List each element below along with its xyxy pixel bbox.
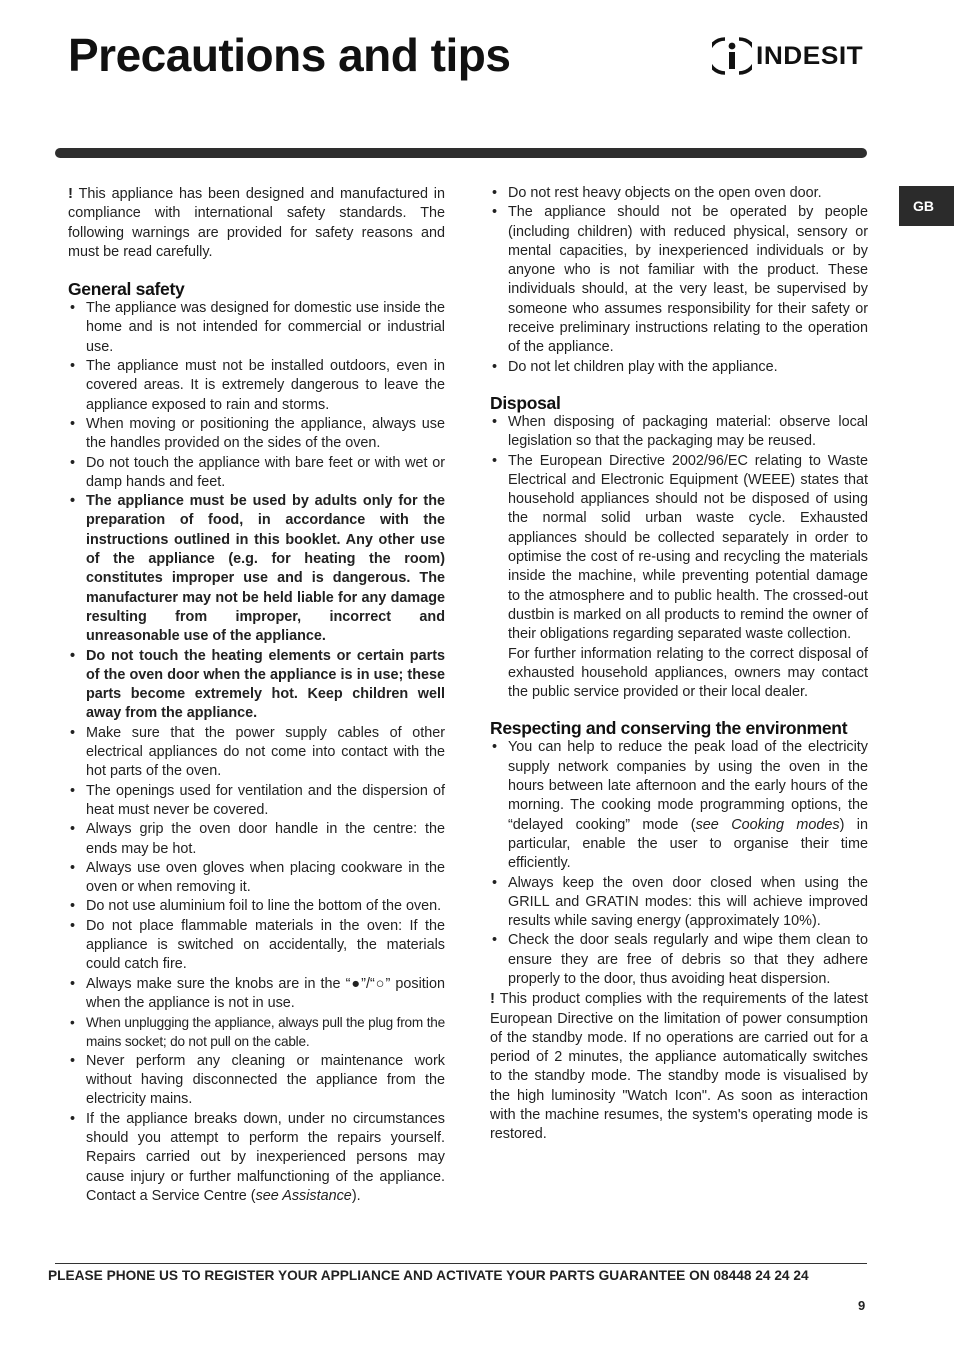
- list-item: • Do not place flammable materials in the oven: If the appliance is switched on accidentally, the materials could catch fire.: [68, 917, 445, 975]
- list-item: • Never perform any cleaning or maintenance work without having disconnected the appliance from the electricity mains.: [68, 1052, 445, 1110]
- list-item: • The openings used for ventilation and the dispersion of heat must never be covered.: [68, 782, 445, 821]
- env-text: You can help to reduce the peak load of the electricity supply network companies by using the oven in the hours between late afternoon and the early hours of the morning. The cooking mode programming options, the “delayed cooking” mode (: [508, 739, 868, 833]
- list-item: • The appliance should not be operated by people (including children) with reduced physical, sensory or mental capacities, by inexperienced individuals or by anyone who is not familiar with the product. These individuals should, at the very least, be supervised by someone who assumes responsibility for their safety or receive preliminary instructions relating to the operation of the appliance.: [490, 203, 868, 357]
- list-item: • Always keep the oven door closed when using the GRILL and GRATIN modes: this will achieve improved results while saving energy (approximately 10%).: [490, 874, 868, 932]
- general-safety-heading: General safety: [68, 279, 185, 300]
- general-safety-list: [68, 299, 445, 1206]
- cooking-modes-reference: see Cooking modes: [695, 816, 840, 833]
- list-item: • The appliance must not be installed outdoors, even in covered areas. It is extremely dangerous to leave the appliance exposed to rain and storms.: [68, 357, 445, 415]
- brand-logo: [712, 34, 872, 78]
- header-divider: [55, 148, 867, 158]
- footer-divider: [55, 1263, 867, 1264]
- intro-text: This appliance has been designed and manufactured in compliance with international safety standards. The following warnings are provided for safety reasons and must be read carefully.: [68, 186, 445, 260]
- intro-note: [68, 184, 445, 262]
- list-item: • Do not let children play with the appliance.: [490, 358, 868, 377]
- breakdown-text-end: ).: [351, 1187, 361, 1204]
- list-item: • Always make sure the knobs are in the “●”/“○” position when the appliance is not in use.: [68, 975, 445, 1014]
- left-column: [68, 184, 445, 1206]
- environment-heading: Respecting and conserving the environment: [490, 718, 848, 739]
- disposal-heading: Disposal: [490, 392, 561, 413]
- list-item: • Make sure that the power supply cables of other electrical appliances do not come into contact with the hot parts of the oven.: [68, 724, 445, 782]
- list-item: • Do not touch the heating elements or certain parts of the oven door when the appliance is in use; these parts become extremely hot. Keep children well away from the appliance.: [68, 647, 445, 724]
- list-item: • The appliance must be used by adults only for the preparation of food, in accordance with the instructions outlined in this booklet. Any other use of the appliance (e.g. for heating the room) constitutes improper use and is dangerous. The manufacturer may not be held liable for any damage resulting from improper, incorrect and unreasonable use of the appliance.: [68, 492, 445, 646]
- standby-text: This product complies with the requirements of the latest European Directive on the limitation of power consumption of the standby mode. If no operations are carried out for a period of 2 minutes, the appliance automatically switches to the standby mode. The standby mode is visualised by the high luminosity "Watch Icon". As soon as interaction with the machine resumes, the system's operating mode is restored.: [490, 991, 868, 1143]
- indesit-i-icon: [712, 36, 752, 76]
- page-number: 9: [858, 1298, 866, 1313]
- standby-note: [490, 989, 868, 1144]
- warning-mark: !: [490, 990, 495, 1008]
- page-title: Precautions and tips: [68, 29, 511, 81]
- list-item: • Do not rest heavy objects on the open oven door.: [490, 184, 868, 203]
- list-item: [68, 1110, 445, 1206]
- assistance-reference: see Assistance: [255, 1187, 352, 1204]
- list-item: • Always grip the oven door handle in the centre: the ends may be hot.: [68, 820, 445, 859]
- list-item: • The appliance was designed for domestic use inside the home and is not intended for commercial or industrial use.: [68, 299, 445, 357]
- list-item: • The European Directive 2002/96/EC relating to Waste Electrical and Electronic Equipment (WEEE) states that household appliances should not be disposed of using the normal solid urban waste cycle. Exhausted appliances should be collected separately in order to optimise the cost of re-using and recycling the materials inside the machine, while preventing potential damage to the atmosphere and to public health. The crossed-out dustbin is marked on all products to remind the owner of their obligations regarding separated waste collection.: [490, 452, 868, 645]
- warning-mark: !: [68, 185, 73, 202]
- list-item: • When moving or positioning the appliance, always use the handles provided on the sides of the oven.: [68, 415, 445, 454]
- disposal-list: [490, 413, 868, 645]
- environment-list: [490, 738, 868, 989]
- register-notice: PLEASE PHONE US TO REGISTER YOUR APPLIANCE AND ACTIVATE YOUR PARTS GUARANTEE ON 08448 24 24 24: [48, 1268, 809, 1283]
- language-tab: GB: [899, 186, 954, 226]
- list-item: • When disposing of packaging material: observe local legislation so that the packaging may be reused.: [490, 413, 868, 452]
- list-item: • Do not use aluminium foil to line the bottom of the oven.: [68, 897, 445, 916]
- safety-continued-list: [490, 184, 868, 377]
- list-item: [490, 738, 868, 873]
- list-item: • Check the door seals regularly and wipe them clean to ensure they are free of debris so that they adhere properly to the door, thus avoiding heat dispersion.: [490, 931, 868, 989]
- env-text-end: ) in particular, enable the user to organise their time efficiently.: [508, 816, 868, 872]
- list-item: • Always use oven gloves when placing cookware in the oven or when removing it.: [68, 859, 445, 898]
- brand-name: INDESIT: [756, 41, 864, 70]
- disposal-more-info: For further information relating to the correct disposal of exhausted household appliances, owners may contact the public service provided or their local dealer.: [508, 645, 868, 701]
- list-item: • When unplugging the appliance, always pull the plug from the mains socket; do not pull on the cable.: [68, 1013, 445, 1052]
- breakdown-text: If the appliance breaks down, under no circumstances should you attempt to perform the repairs yourself. Repairs carried out by inexperienced persons may cause injury or further malfunctioning of the appliance. Contact a Service Centre (: [86, 1110, 445, 1204]
- right-column: [490, 184, 868, 1145]
- list-item: • Do not touch the appliance with bare feet or with wet or damp hands and feet.: [68, 454, 445, 493]
